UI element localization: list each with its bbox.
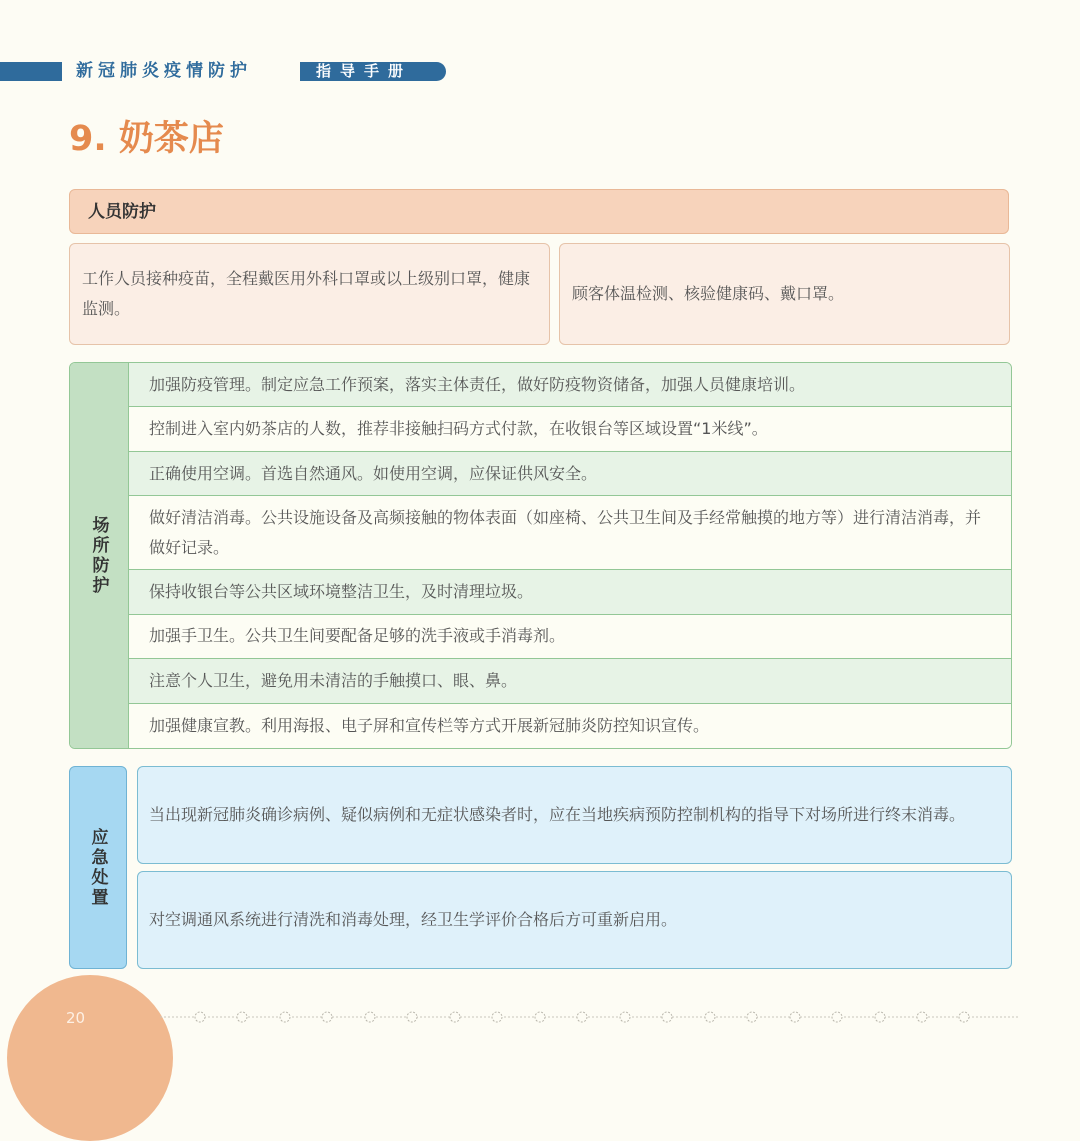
customer-protection-box xyxy=(559,243,1010,345)
emergency-item-text: 当出现新冠肺炎确诊病例、疑似病例和无症状感染者时，应在当地疾病预防控制机构的指导下对场所进行终末消毒。 xyxy=(149,805,966,824)
header-accent-bar xyxy=(0,62,62,81)
emergency-item xyxy=(137,871,1012,969)
row-text: 加强防疫管理。制定应急工作预案，落实主体责任，做好防疫物资储备，加强人员健康培训。 xyxy=(149,374,806,394)
row-text: 做好清洁消毒。公共设施设备及高频接触的物体表面（如座椅、公共卫生间及手经常触摸的地方等）进行清洁消毒，并做好记录。 xyxy=(149,507,982,557)
table-row xyxy=(129,570,1011,614)
staff-protection-box xyxy=(69,243,550,345)
staff-protection-text: 工作人员接种疫苗，全程戴医用外科口罩或以上级别口罩，健康监测。 xyxy=(82,269,531,318)
table-row xyxy=(129,615,1011,659)
row-text: 加强手卫生。公共卫生间要配备足够的洗手液或手消毒剂。 xyxy=(149,626,566,646)
page-number-circle xyxy=(7,975,173,1141)
emergency-item xyxy=(137,766,1012,864)
row-text: 保持收银台等公共区域环境整洁卫生，及时清理垃圾。 xyxy=(149,581,534,601)
table-row xyxy=(129,496,1011,570)
table-row xyxy=(129,452,1011,496)
personnel-heading: 人员防护 xyxy=(88,202,156,222)
page-title: 9. 奶茶店 xyxy=(69,119,224,159)
emergency-label: 应急处置 xyxy=(87,827,108,908)
row-text: 注意个人卫生，避免用未清洁的手触摸口、眼、鼻。 xyxy=(149,670,518,690)
row-text: 加强健康宣教。利用海报、电子屏和宣传栏等方式开展新冠肺炎防控知识宣传。 xyxy=(149,715,710,735)
venue-rows xyxy=(129,363,1011,748)
customer-protection-text: 顾客体温检测、核验健康码、戴口罩。 xyxy=(572,284,845,303)
row-text: 控制进入室内奶茶店的人数，推荐非接触扫码方式付款，在收银台等区域设置“1米线”。 xyxy=(149,419,768,439)
venue-label: 场所防护 xyxy=(88,515,109,596)
venue-label-cell xyxy=(70,363,129,748)
table-row xyxy=(129,363,1011,407)
header-title: 新冠肺炎疫情防护 xyxy=(76,61,252,81)
table-row xyxy=(129,704,1011,748)
personnel-section-header xyxy=(69,189,1009,234)
dotted-decoration xyxy=(160,1010,1020,1024)
emergency-item-text: 对空调通风系统进行清洗和消毒处理，经卫生学评价合格后方可重新启用。 xyxy=(149,910,678,929)
row-text: 正确使用空调。首选自然通风。如使用空调，应保证供风安全。 xyxy=(149,463,598,483)
header-badge: 指导手册 xyxy=(300,62,446,81)
page-number: 20 xyxy=(66,1009,86,1027)
emergency-label-cell xyxy=(69,766,127,969)
venue-protection-table xyxy=(69,362,1012,749)
table-row xyxy=(129,407,1011,451)
table-row xyxy=(129,659,1011,703)
